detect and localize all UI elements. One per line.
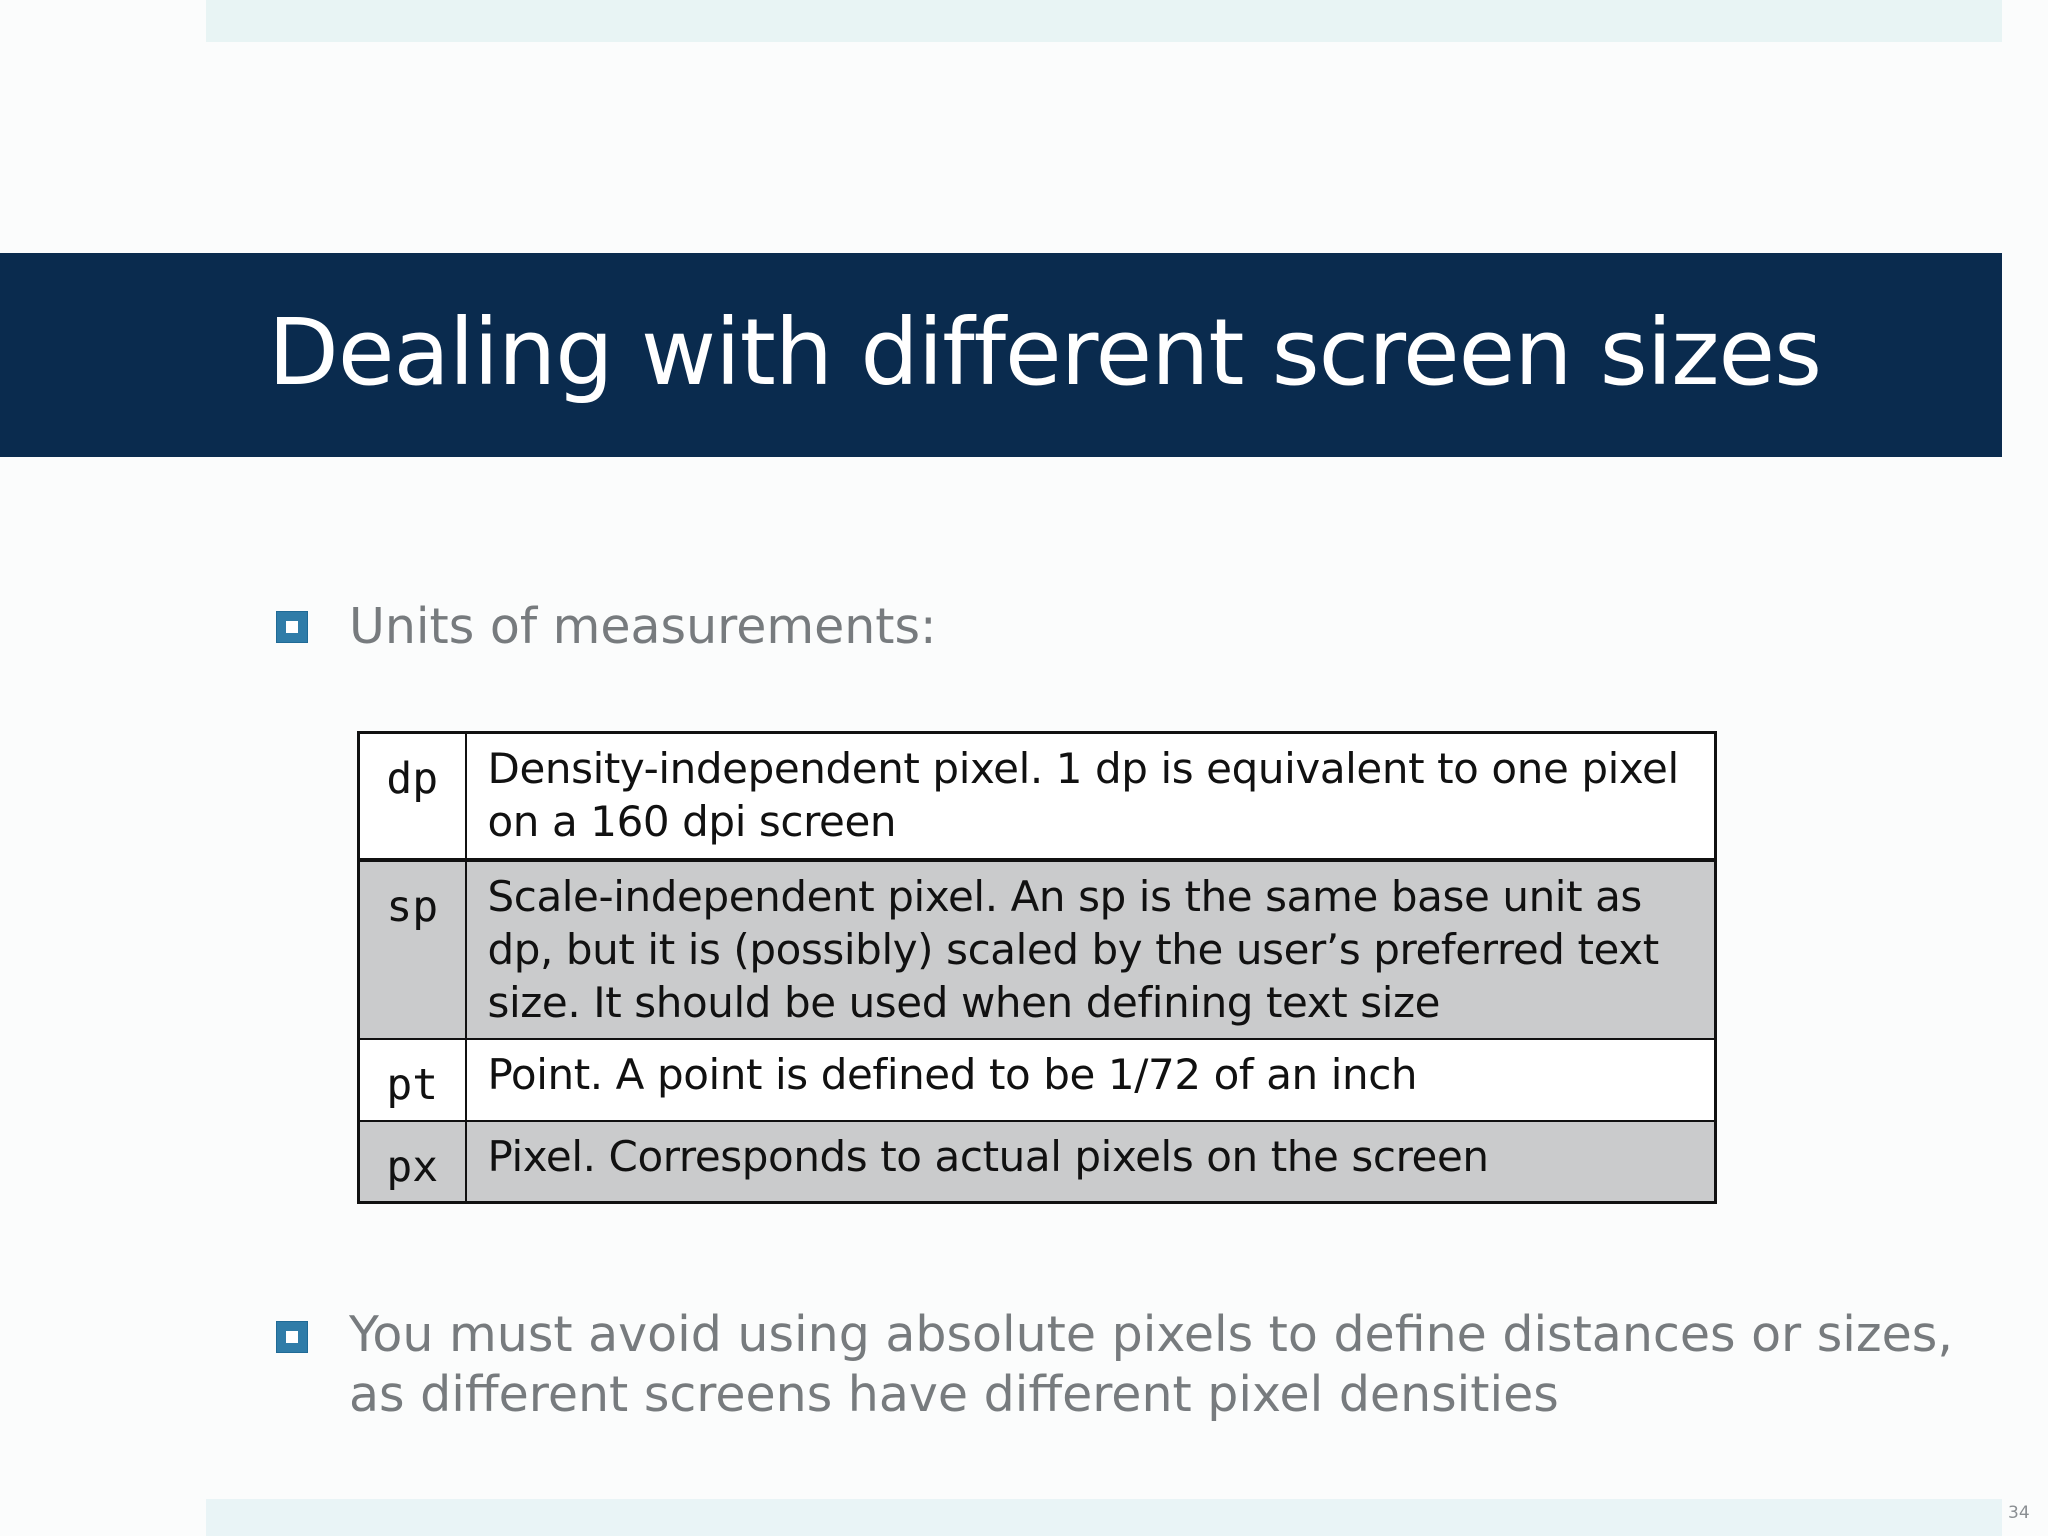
unit-description-cell: Scale-independent pixel. An sp is the same base unit as dp, but it is (possibly) scaled by the user’s preferred text size. It should be used when defining text size (466, 860, 1716, 1039)
unit-code-cell: sp (359, 860, 466, 1039)
square-bullet-icon (276, 1321, 308, 1353)
page-number: 34 (2008, 1503, 2030, 1523)
bullet-text: You must avoid using absolute pixels to define distances or sizes, as different screens have different pixel densities (349, 1306, 1953, 1423)
unit-code-cell: dp (359, 733, 466, 860)
table-row (359, 733, 1716, 860)
unit-description-cell: Point. A point is defined to be 1/72 of an inch (466, 1039, 1716, 1121)
bottom-decorative-strip (206, 1499, 2002, 1536)
units-table (357, 731, 1717, 1204)
square-bullet-icon (276, 611, 308, 643)
unit-code-cell: pt (359, 1039, 466, 1121)
top-decorative-strip (206, 0, 2002, 42)
bullet-avoid-absolute-pixels (276, 1305, 1966, 1425)
table-row (359, 1039, 1716, 1121)
unit-code-cell: px (359, 1121, 466, 1203)
unit-description-cell: Pixel. Corresponds to actual pixels on the screen (466, 1121, 1716, 1203)
unit-description-cell: Density-independent pixel. 1 dp is equivalent to one pixel on a 160 dpi screen (466, 733, 1716, 860)
bullet-text: Units of measurements: (349, 598, 937, 655)
table-row (359, 1121, 1716, 1203)
table-row (359, 860, 1716, 1039)
bullet-units-of-measurements (276, 594, 1966, 660)
slide-title: Dealing with different screen sizes (268, 299, 1822, 406)
